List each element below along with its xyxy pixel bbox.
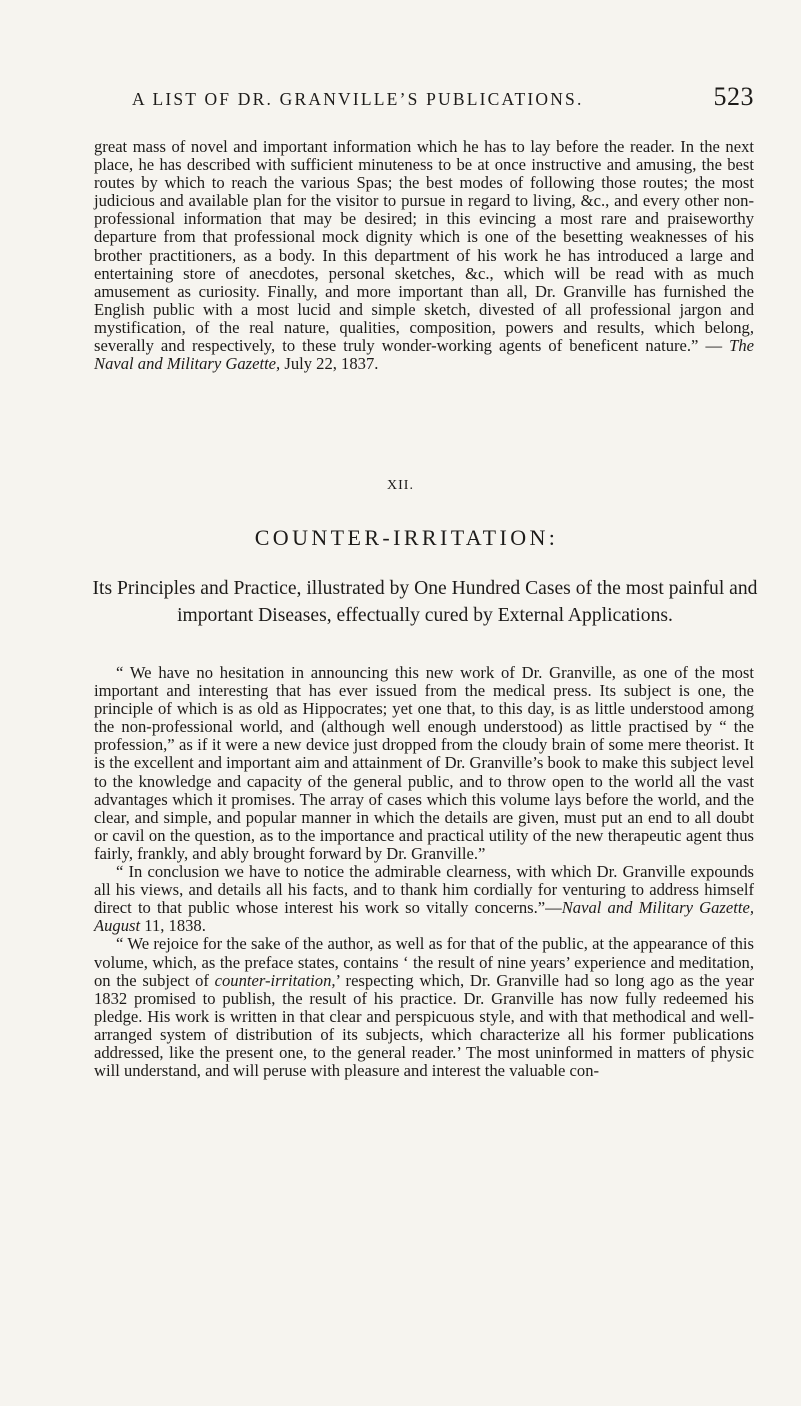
review-3-text-a: “ We rejoice for the sake of the author, as well as for that of the public, at the appearance of this volume, which, as the preface states, contains ‘ the result of nine years’ experience and meditation, on the subject of (94, 934, 754, 990)
review-paragraph-3 (94, 935, 754, 1080)
review-paragraph-1: “ We have no hesitation in announcing this new work of Dr. Granville, as one of the most important and interesting that has ever issued from the medical press. Its subject is one, the principle of which is as old as Hippocrates; yet one that, to this day, is as little understood among the non-professional world, and (although well enough understood) as little practised by “ the profession,” as if it were a new device just dropped from the cloudy brain of some mere theorist. It is the excellent and important aim and attainment of Dr. Granville’s book to make this subject level to the knowledge and capacity of the general public, and to throw open to the world all the vast advantages which it promises. The array of cases which this volume lays before the world, and the clear, and simple, and popular manner in which the details are given, must put an end to all doubt or cavil on the question, as to the importance and practical utility of the new therapeutic agent thus fairly, frankly, and ably brought forward by Dr. Granville.” (94, 663, 754, 863)
running-title: A LIST OF DR. GRANVILLE’S PUBLICATIONS. (132, 89, 584, 109)
intro-paragraph (94, 138, 754, 373)
section-subtitle: Its Principles and Practice, illustrated by One Hundred Cases of the most painful and important Diseases, effectually cured by External Applications. (92, 578, 758, 626)
intro-source: The Naval and Military Gazette, (94, 336, 754, 374)
review-2-text: “ In conclusion we have to notice the admirable clearness, with which Dr. Granville expounds all his views, and details all his facts, and to thank him cordially for venturing to address himself direct to that public whose interest his work so vitally concerns.”— (94, 862, 754, 918)
review-paragraph-2 (94, 863, 754, 935)
intro-text: great mass of novel and important information which he has to lay before the reader. In the next place, he has described with sufficient minuteness to be at once instructive and amusing, the best routes by which to reach the various Spas; the best modes of following those routes; the most judicious and available plan for the visitor to pursue in regard to living, &c., and every other non-professional information that may be desired; in this evincing a most rare and praiseworthy departure from that professional mock dignity which is one of the besetting weaknesses of his brother practitioners, as a body. In this department of his work he has introduced a large and entertaining store of anecdotes, personal sketches, &c., which will be read with as much amusement as curiosity. Finally, and more important than all, Dr. Granville has furnished the English public with a most lucid and simple sketch, divested of all professional jargon and mystification, of the real nature, qualities, composition, powers and results, which belong, severally and respectively, to these truly wonder-working agents of beneficent nature.” — (94, 137, 754, 356)
section-number: XII. (387, 478, 414, 493)
review-2-source: Naval and Military Gazette, August (94, 898, 754, 936)
section-title: COUNTER-IRRITATION: (254, 525, 559, 550)
review-2-date: 11, 1838. (144, 916, 206, 936)
review-3-text-b: ’ respecting which, Dr. Granville had so long ago as the year 1832 promised to publish, the result of his practice. Dr. Granville has now fully redeemed his pledge. His work is written in that clear and perspicuous style, and with that methodical and well-arranged system of distribution of its subjects, which characterize all his former publications addressed, like the present one, to the general reader.’ The most uninformed in matters of physic will understand, and will peruse with pleasure and interest the valuable con- (94, 970, 754, 1081)
reviews (94, 664, 754, 1080)
intro-date: July 22, 1837. (284, 354, 379, 374)
page-number: 523 (713, 82, 754, 111)
review-3-italic: counter-irritation, (214, 970, 336, 990)
running-head (94, 82, 754, 112)
